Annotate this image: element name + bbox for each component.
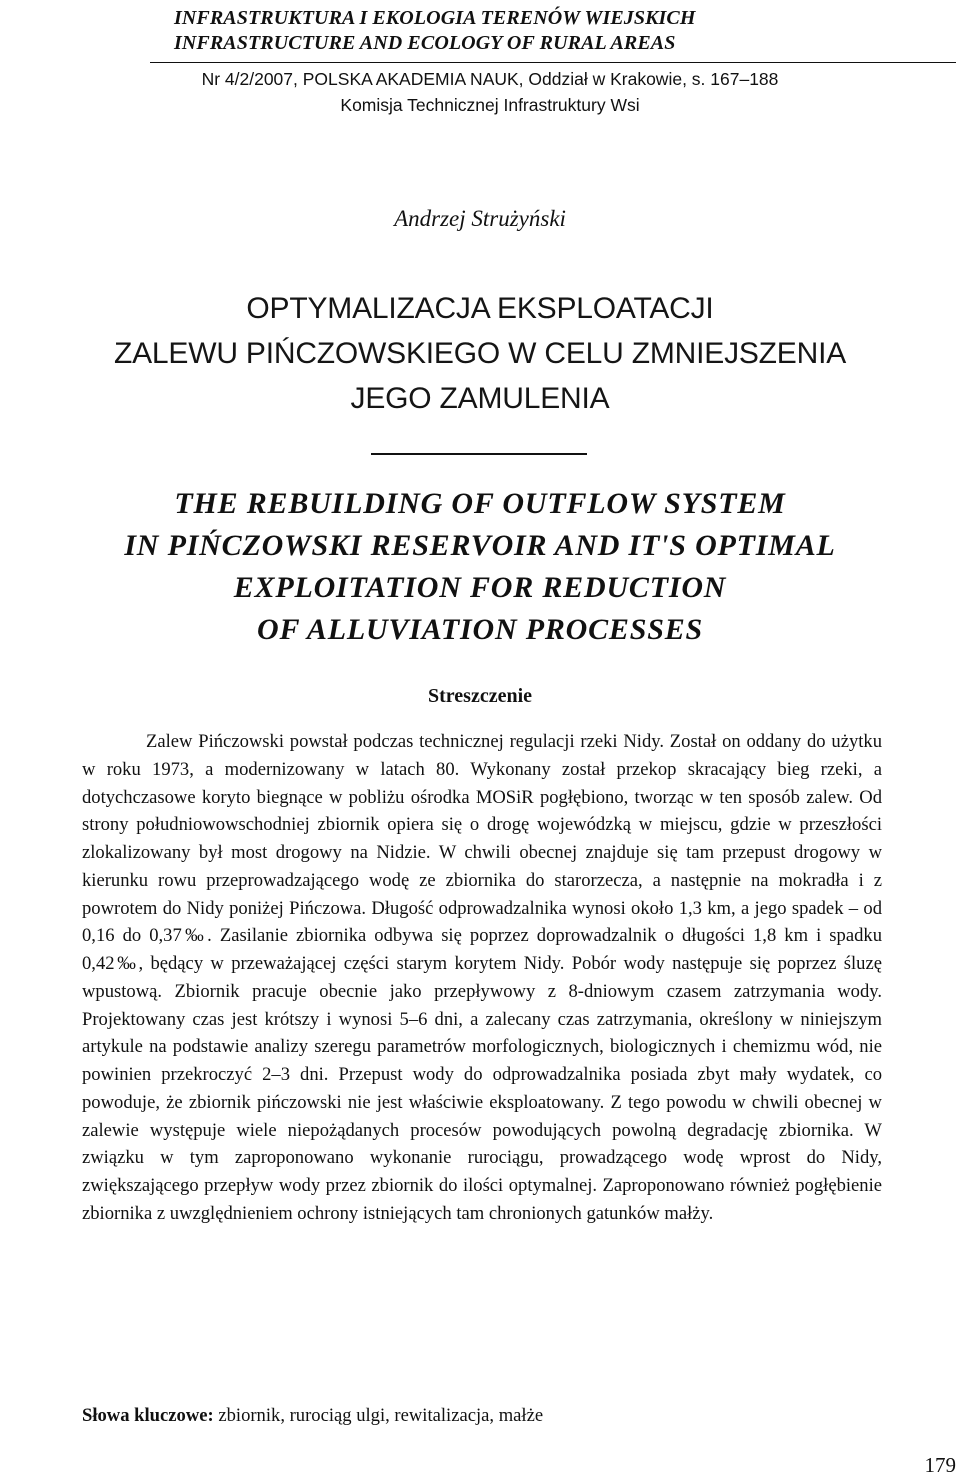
keywords-value: zbiornik, rurociąg ulgi, rewitalizacja, małże [213,1405,544,1426]
journal-title-pl: INFRASTRUKTURA I EKOLOGIA TERENÓW WIEJSKICH [174,7,696,29]
abstract-text [82,728,882,1228]
header-divider [150,62,956,63]
abstract-heading: Streszczenie [427,685,533,707]
journal-header [150,6,956,118]
title-pl-line: OPTYMALIZACJA EKSPLOATACJI [246,292,714,325]
title-pl-line: JEGO ZAMULENIA [350,382,610,415]
title-en-line: THE REBUILDING OF OUTFLOW SYSTEM [174,487,786,520]
title-pl-line: ZALEWU PIŃCZOWSKIEGO W CELU ZMNIEJSZENIA [113,337,847,370]
page-number: 179 [924,1453,956,1477]
abstract-body: Zalew Pińczowski powstał podczas technicznej regulacji rzeki Nidy. Został on oddany do użytku w roku 1973, a modernizowany w latach 80. Wykonany został przekop skracający bieg rzeki, a dotychczasowe koryto biegnące w pobliżu ośrodka MOSiR pogłębiono, tworząc w ten sposób zalew. Od strony południowowschodniej zbiornik opiera się o drogę wojewódzką w miejscu, gdzie w przeszłości zlokalizowany był most drogowy na Nidzie. W chwili obecnej znajduje się tam przepust drogowy w kierunku rowu przeprowadzającego wodę ze zbiornika do starorzecza, a następnie na mokradła i z powrotem do Nidy poniżej Pińczowa. Długość odprowadzalnika wynosi około 1,3 km, a jego spadek – od 0,16 do 0,37‰. Zasilanie zbiornika odbywa się poprzez doprowadzalnik o długości 1,8 km i spadku 0,42‰, będący w przeważającej części starym korytem Nidy. Pobór wody następuje się poprzez śluzę wpustową. Zbiornik pracuje obecnie jako przepływowy z 8-dniowym czasem zatrzymania wody. Projektowany czas jest krótszy i wynosi 5–6 dni, a zalecany czas zatrzymania, określony w niniejszym artykule na podstawie analizy szeregu parametrów morfologicznych, biologicznych i chemizmu wód, nie powinien przekroczyć 2–3 dni. Przepust wody do odprowadzalnika posiada zbyt mały wydatek, co powoduje, że zbiornik pińczowski nie jest właściwie eksploatowany. Z tego powodu w chwili obecnej w zalewie występuje wiele niepożądanych procesów powodujących powolną degradację zbiornika. W związku w tym zaproponowano wykonanie rurociągu, prowadzącego wodę wprost do Nidy, zwiększającego przepływ wody przez zbiornik do ilości optymalnej. Zaproponowano również pogłębienie zbiornika z uwzględnieniem ochrony istniejących tam chronionych gatunków małży. [82,731,882,1224]
title-en-line: EXPLOITATION FOR REDUCTION [233,571,727,604]
issue-info: Nr 4/2/2007, POLSKA AKADEMIA NAUK, Oddział w Krakowie, s. 167–188 [201,69,779,89]
author-name: Andrzej Strużyński [394,206,566,231]
title-en-line: OF ALLUVIATION PROCESSES [257,613,703,646]
title-polish [0,286,960,421]
title-divider [371,453,587,455]
committee-name: Komisja Technicznej Infrastruktury Wsi [340,95,640,115]
keywords-label: Słowa kluczowe: [82,1405,214,1426]
keywords [82,1405,902,1427]
title-english [0,483,960,651]
title-en-line: IN PIŃCZOWSKI RESERVOIR AND IT'S OPTIMAL [124,529,836,562]
journal-title-en: INFRASTRUCTURE AND ECOLOGY OF RURAL AREAS [174,32,676,54]
